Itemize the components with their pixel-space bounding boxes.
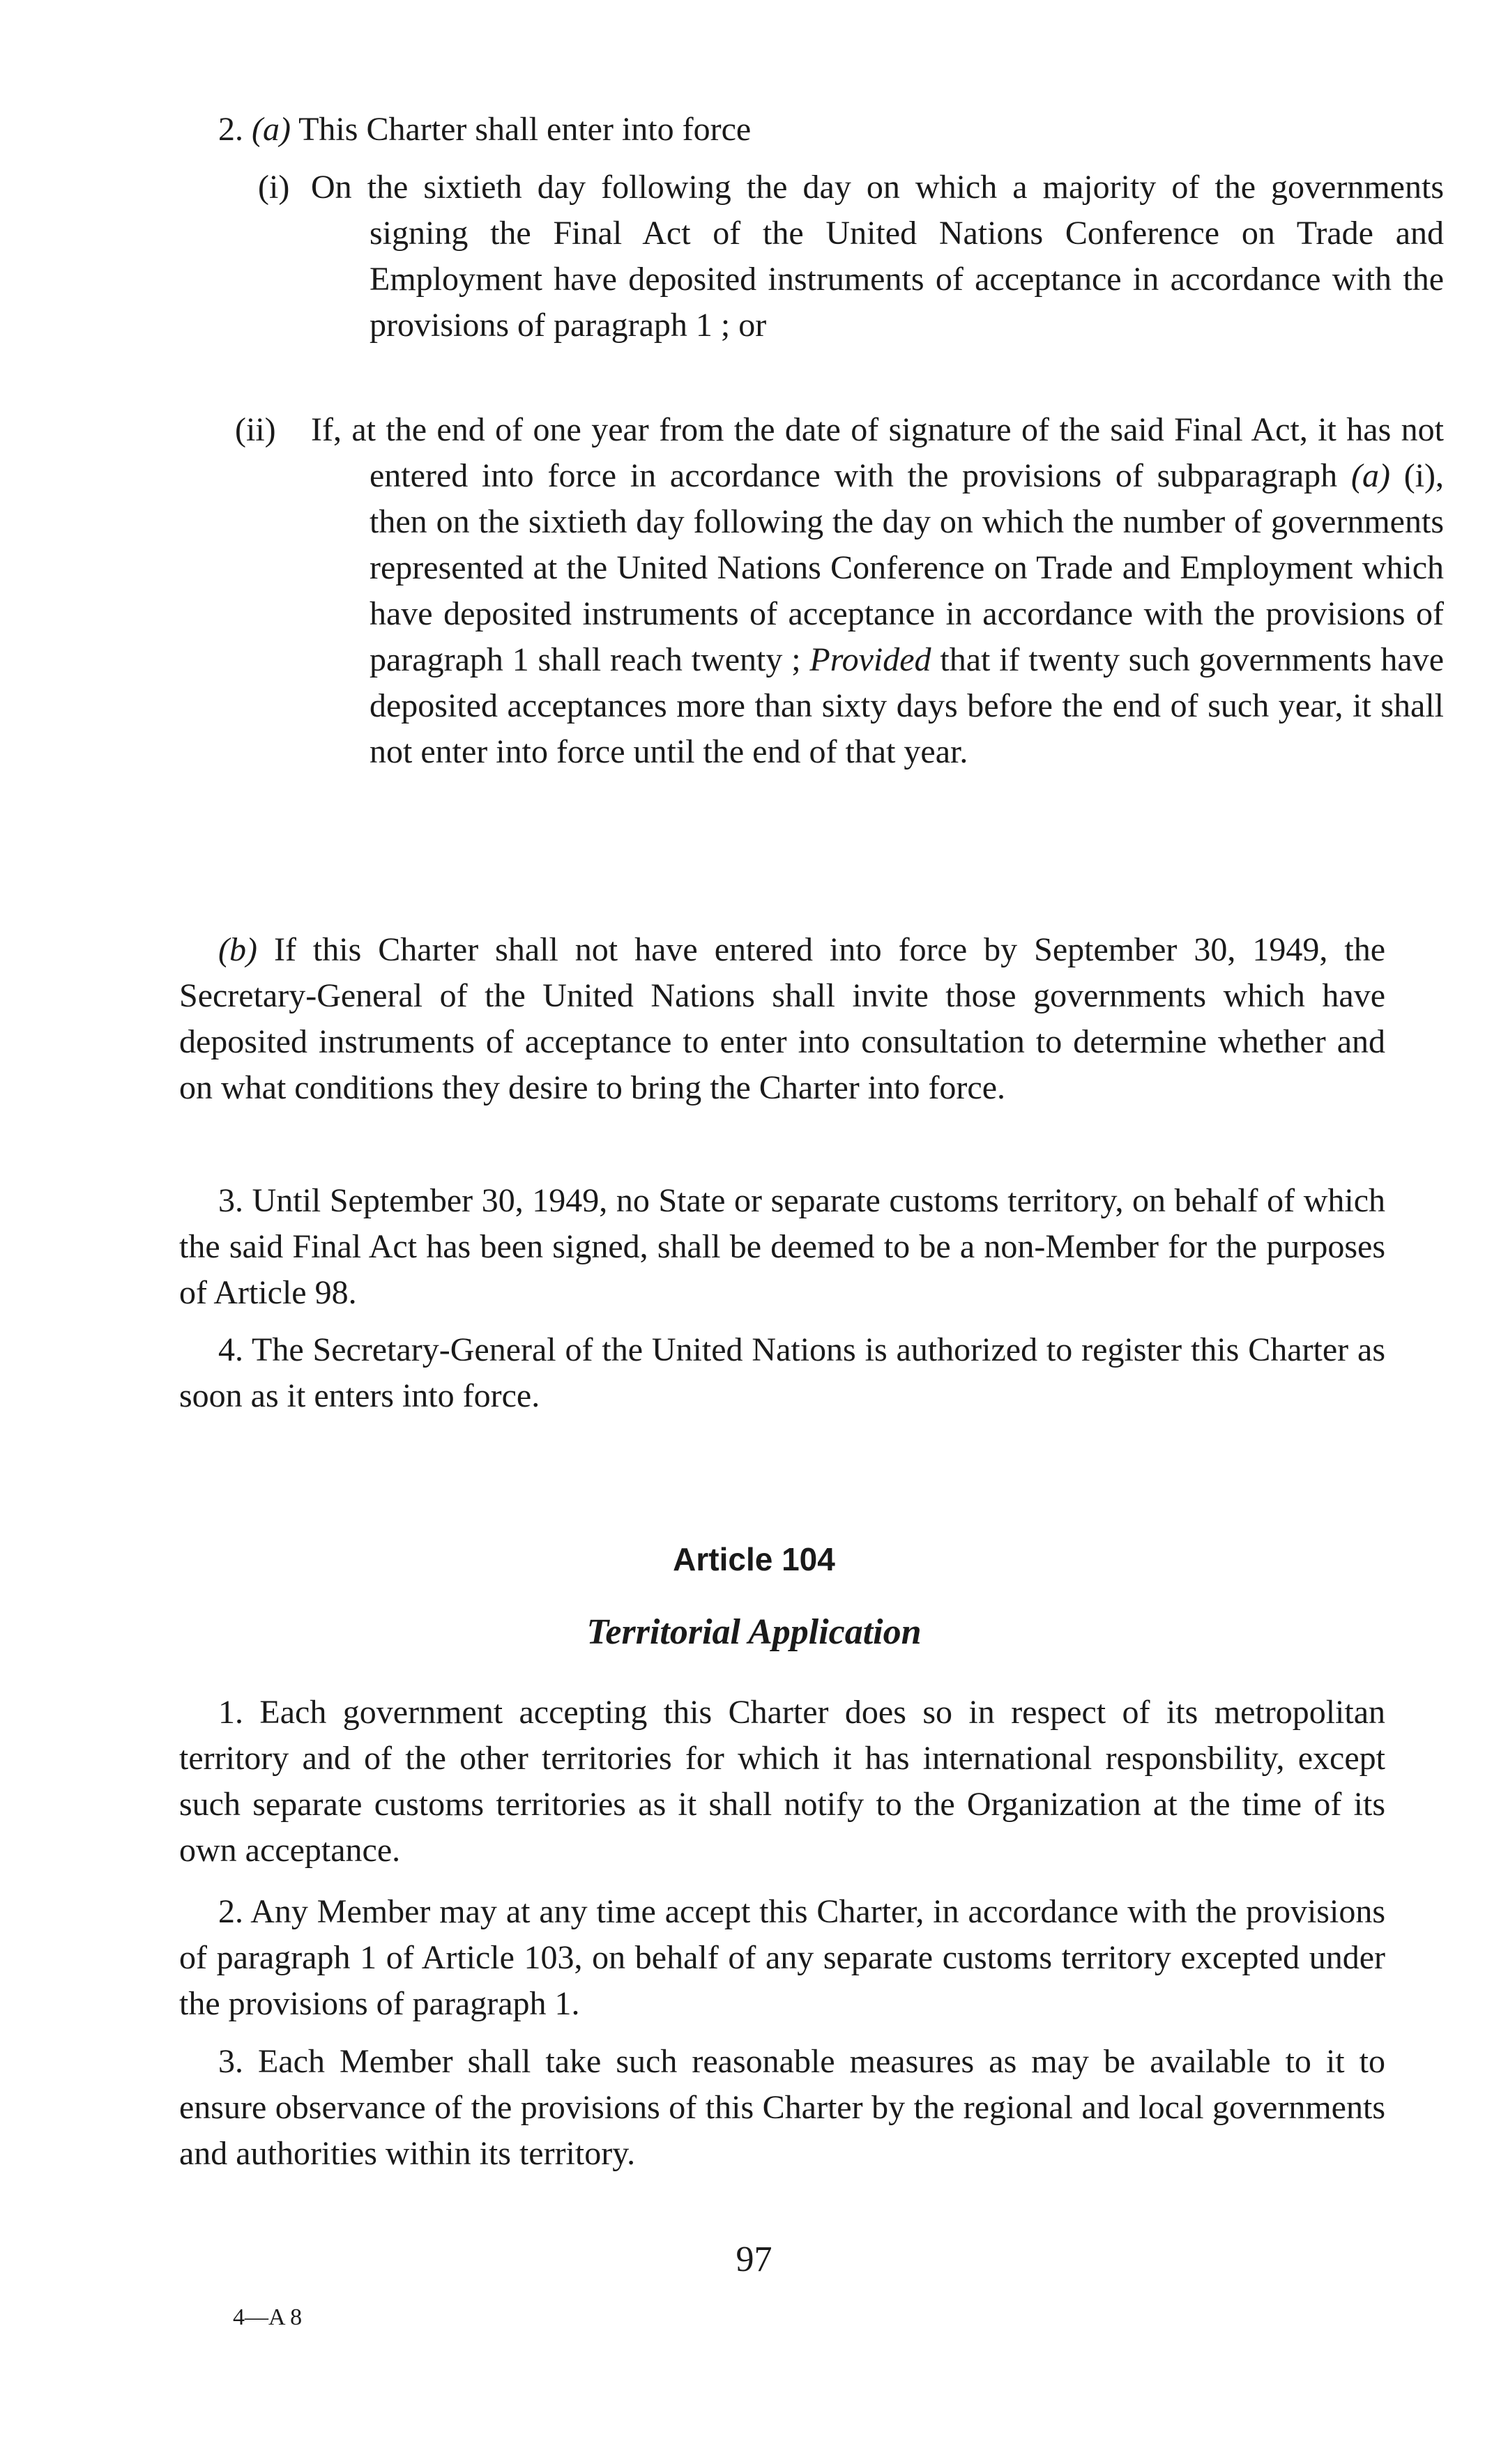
item-marker-i: (i) (258, 169, 290, 206)
paragraph-2b (179, 927, 1385, 1111)
article-title: Article 104 (673, 1541, 835, 1577)
subparagraph-reference: (a) (1350, 457, 1390, 494)
paragraph-4: 4. The Secretary-General of the United Nations is authorized to register this Charter as soon as it enters into force. (179, 1331, 1385, 1414)
article-paragraph-1: 1. Each government accepting this Charter does so in respect of its metropolitan territory and of the other territories for which it has international responsbility, except such separate customs territories as it shall notify to the Organization at the time of its own acceptance. (179, 1694, 1385, 1869)
item-ii-text (311, 407, 1444, 775)
subparagraph-label: (a) (252, 111, 291, 148)
item-ii-text-1: If, at the end of one year from the date of signature of the said Final Act, it has not entered into force in accordance with the provisions of subparagraph (311, 411, 1444, 494)
subparagraph-label: (b) (218, 931, 257, 968)
paragraph-text: If this Charter shall not have entered into force by September 30, 1949, the Secretary-General of the United Nations shall invite those governments which have deposited instruments of acceptance to enter into consultation to determine whether and on what conditions they desire to bring the Charter into force. (179, 931, 1385, 1106)
signature-code: 4—A 8 (233, 2304, 303, 2330)
paragraph-number: 2. (218, 111, 243, 148)
article-paragraph-2: 2. Any Member may at any time accept this Charter, in accordance with the provisions of paragraph 1 of Article 103, on behalf of any separate customs territory excepted under the provisions of paragraph 1. (179, 1893, 1385, 2022)
article-paragraph-3: 3. Each Member shall take such reasonable measures as may be available to it to ensure observance of the provisions of this Charter by the regional and local governments and authorities within its territory. (179, 2043, 1385, 2172)
item-ii-text-2: (i), then on the sixtieth day following the day on which the number of governments represented at the United Nations Conference on Trade and Employment which have deposited instruments of acceptance in accordance with the provisions of paragraph 1 shall reach twenty ; (370, 457, 1445, 678)
page-number: 97 (736, 2240, 772, 2279)
paragraph-text: This Charter shall enter into force (298, 111, 752, 148)
paragraph-2a-intro (179, 107, 1385, 153)
provided-term: Provided (809, 641, 931, 678)
item-marker-ii: (ii) (235, 411, 276, 448)
article-subtitle: Territorial Application (586, 1612, 922, 1652)
paragraph-3: 3. Until September 30, 1949, no State or separate customs territory, on behalf of which the said Final Act has been signed, shall be deemed to be a non-Member for the purposes of Article 98. (179, 1182, 1385, 1311)
item-i-text: On the sixtieth day following the day on which a majority of the governments signing the Final Act of the United Nations Conference on Trade and Employment have deposited instruments of acceptance in accordance with the provisions of paragraph 1 ; or (311, 169, 1444, 344)
item-ii-text-3: that if twenty such governments have deposited acceptances more than sixty days before the end of such year, it shall not enter into force until the end of that year. (370, 641, 1445, 770)
